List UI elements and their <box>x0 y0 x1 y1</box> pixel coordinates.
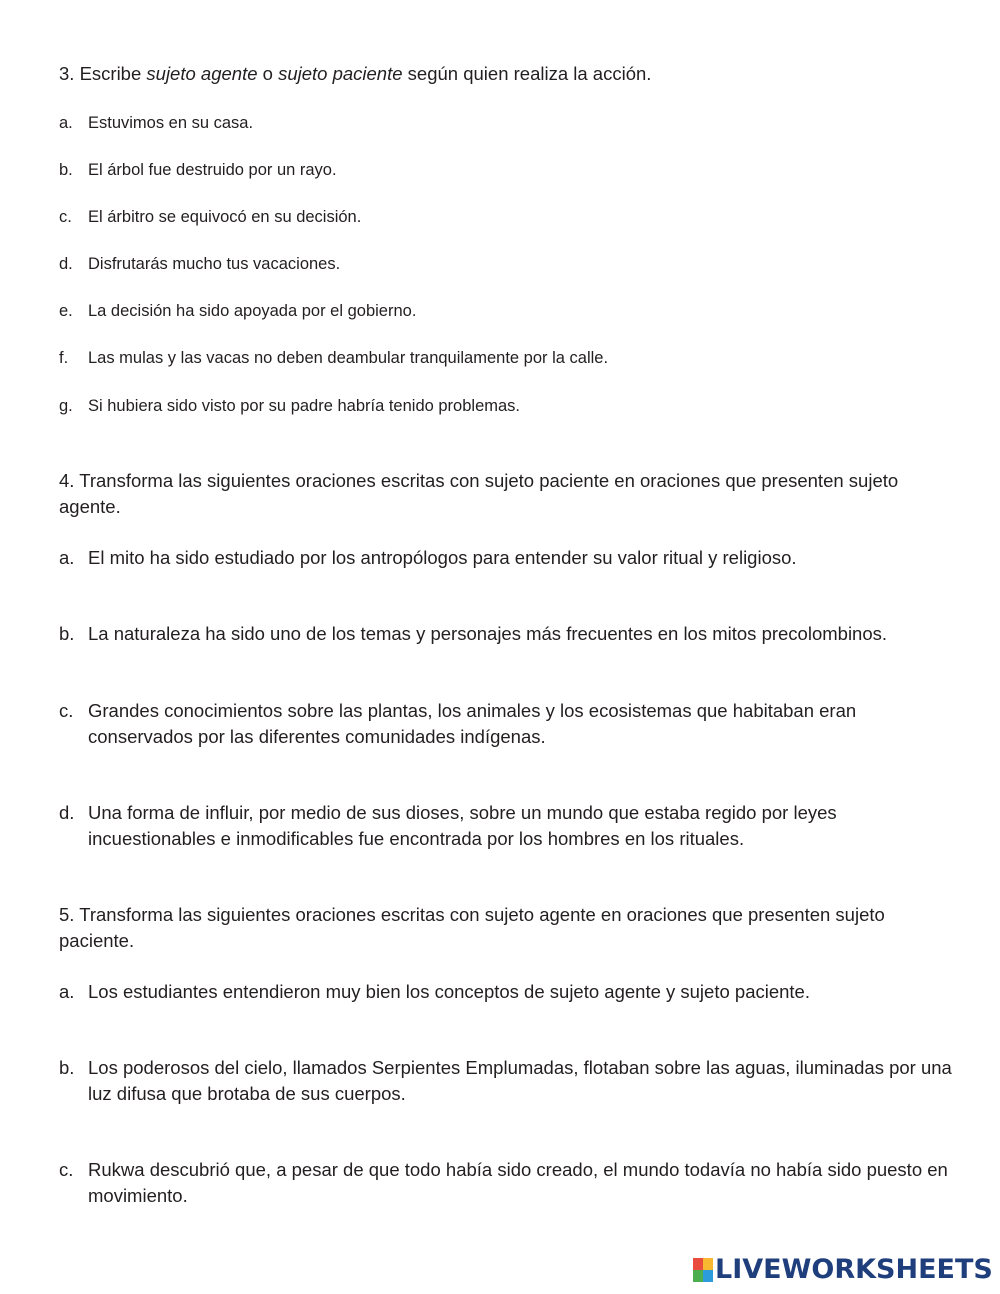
exercise-3-item-a <box>59 111 959 135</box>
exercise-5-heading: 5. Transforma las siguientes oraciones escritas con sujeto agente en oraciones que presenten sujeto paciente. <box>59 904 885 951</box>
exercise-3-item-f <box>59 346 959 370</box>
liveworksheets-logo <box>693 1254 993 1285</box>
item-letter: a. <box>59 547 75 568</box>
item-text: Rukwa descubrió que, a pesar de que todo había sido creado, el mundo todavía no había sido puesto en movimiento. <box>88 1159 948 1206</box>
exercise-3-item-g <box>59 394 959 418</box>
item-text: Grandes conocimientos sobre las plantas, los animales y los ecosistemas que habitaban eran conservados por las diferentes comunidades indígenas. <box>88 700 857 747</box>
liveworksheets-mark-icon <box>693 1258 713 1282</box>
item-letter: g. <box>59 397 73 415</box>
exercise-5-item-b <box>59 1055 959 1107</box>
item-letter: d. <box>59 255 73 273</box>
item-letter: c. <box>59 208 72 226</box>
item-text: Si hubiera sido visto por su padre habría tenido problemas. <box>88 397 521 415</box>
item-letter: a. <box>59 981 75 1002</box>
item-text: Una forma de influir, por medio de sus dioses, sobre un mundo que estaba regido por leyes incuestionables e inmodificables fue encontrada por los hombres en los rituales. <box>88 802 837 849</box>
item-text: Los poderosos del cielo, llamados Serpientes Emplumadas, flotaban sobre las aguas, iluminadas por una luz difusa que brotaba de sus cuerpos. <box>88 1057 952 1104</box>
item-letter: b. <box>59 623 75 644</box>
exercise-4-heading: 4. Transforma las siguientes oraciones escritas con sujeto paciente en oraciones que presenten sujeto agente. <box>59 470 899 517</box>
item-text: Estuvimos en su casa. <box>88 114 254 132</box>
exercise-5-item-a <box>59 979 959 1005</box>
item-letter: c. <box>59 1159 74 1180</box>
item-text: El árbol fue destruido por un rayo. <box>88 161 337 179</box>
item-letter: d. <box>59 802 75 823</box>
exercise-4-item-b <box>59 621 959 647</box>
item-text: El árbitro se equivocó en su decisión. <box>88 208 362 226</box>
liveworksheets-wordmark: LIVEWORKSHEETS <box>715 1254 993 1285</box>
exercise-3-item-b <box>59 158 959 182</box>
exercise-4-item-d <box>59 800 959 852</box>
exercise-3-item-e <box>59 299 959 323</box>
exercise-3-heading: 3. Escribe sujeto agente o sujeto paciente según quien realiza la acción. <box>59 63 652 84</box>
item-letter: b. <box>59 161 73 179</box>
item-text: Disfrutarás mucho tus vacaciones. <box>88 255 341 273</box>
item-text: La decisión ha sido apoyada por el gobierno. <box>88 302 417 320</box>
exercise-3-item-d <box>59 252 959 276</box>
item-letter: a. <box>59 114 73 132</box>
item-text: El mito ha sido estudiado por los antropólogos para entender su valor ritual y religioso. <box>88 547 797 568</box>
item-letter: e. <box>59 302 73 320</box>
exercise-4-item-c <box>59 698 959 750</box>
exercise-5-item-c <box>59 1157 959 1209</box>
item-text: La naturaleza ha sido uno de los temas y personajes más frecuentes en los mitos precolombinos. <box>88 623 888 644</box>
item-letter: f. <box>59 349 69 367</box>
exercise-3-item-c <box>59 205 959 229</box>
item-letter: b. <box>59 1057 75 1078</box>
item-letter: c. <box>59 700 74 721</box>
item-text: Las mulas y las vacas no deben deambular tranquilamente por la calle. <box>88 349 609 367</box>
item-text: Los estudiantes entendieron muy bien los conceptos de sujeto agente y sujeto paciente. <box>88 981 810 1002</box>
exercise-4-item-a <box>59 545 959 571</box>
